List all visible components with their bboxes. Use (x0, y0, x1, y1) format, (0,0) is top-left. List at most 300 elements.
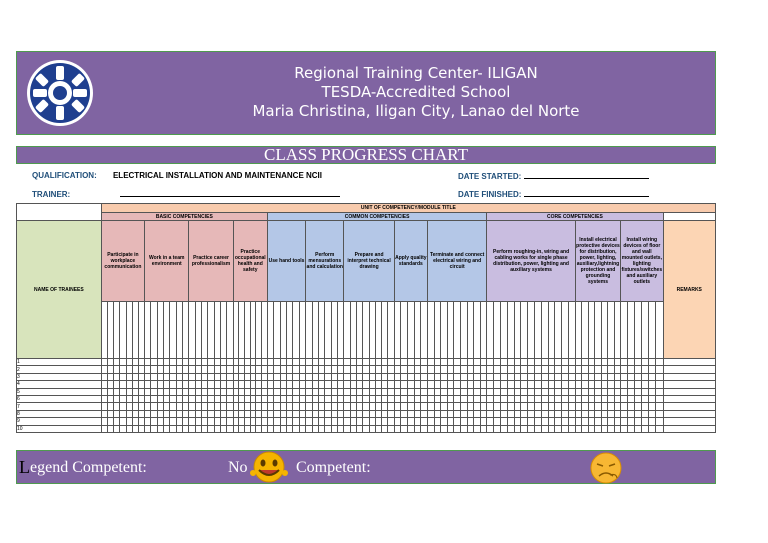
grade-cell[interactable] (414, 425, 421, 432)
grade-cell[interactable] (628, 373, 635, 380)
grade-cell[interactable] (649, 388, 656, 395)
grade-cell[interactable] (454, 410, 461, 417)
grade-cell[interactable] (447, 425, 454, 432)
grade-cell[interactable] (434, 388, 441, 395)
grade-cell[interactable] (480, 373, 487, 380)
grade-cell[interactable] (408, 395, 415, 402)
grade-cell[interactable] (521, 395, 528, 402)
grade-cell[interactable] (621, 359, 628, 366)
grade-cell[interactable] (541, 425, 548, 432)
grade-cell[interactable] (555, 403, 562, 410)
grade-cell[interactable] (394, 388, 401, 395)
grade-cell[interactable] (649, 366, 656, 373)
grade-cell[interactable] (541, 359, 548, 366)
grade-cell[interactable] (507, 381, 514, 388)
grade-cell[interactable] (528, 410, 535, 417)
grade-cell[interactable] (569, 388, 576, 395)
grade-cell[interactable] (414, 366, 421, 373)
grade-cell[interactable] (621, 381, 628, 388)
grade-cell[interactable] (656, 403, 663, 410)
grade-cell[interactable] (642, 403, 649, 410)
grade-cell[interactable] (441, 395, 448, 402)
grade-cell[interactable] (541, 418, 548, 425)
grade-cell[interactable] (487, 366, 494, 373)
grade-cell[interactable] (460, 395, 467, 402)
grade-cell[interactable] (408, 373, 415, 380)
grade-cell[interactable] (569, 359, 576, 366)
grade-cell[interactable] (494, 418, 501, 425)
grade-cell[interactable] (663, 410, 715, 417)
grade-cell[interactable] (534, 418, 541, 425)
grade-cell[interactable] (649, 373, 656, 380)
grade-cell[interactable] (621, 410, 628, 417)
grade-cell[interactable] (474, 388, 481, 395)
grade-cell[interactable] (460, 403, 467, 410)
grade-cell[interactable] (408, 388, 415, 395)
grade-cell[interactable] (514, 359, 521, 366)
grade-cell[interactable] (628, 395, 635, 402)
grade-cell[interactable] (649, 395, 656, 402)
grade-cell[interactable] (441, 403, 448, 410)
grade-cell[interactable] (528, 381, 535, 388)
grade-cell[interactable] (408, 366, 415, 373)
grade-cell[interactable] (562, 425, 569, 432)
grade-cell[interactable] (447, 366, 454, 373)
grade-cell[interactable] (507, 418, 514, 425)
grade-cell[interactable] (500, 388, 507, 395)
grade-cell[interactable] (500, 381, 507, 388)
grade-cell[interactable] (562, 373, 569, 380)
grade-cell[interactable] (656, 359, 663, 366)
grade-cell[interactable] (541, 366, 548, 373)
grade-cell[interactable] (521, 403, 528, 410)
grade-cell[interactable] (447, 359, 454, 366)
grade-cell[interactable] (434, 359, 441, 366)
grade-cell[interactable] (421, 381, 428, 388)
grade-cell[interactable] (514, 425, 521, 432)
grade-cell[interactable] (494, 403, 501, 410)
grade-cell[interactable] (635, 359, 642, 366)
grade-cell[interactable] (447, 373, 454, 380)
grade-cell[interactable] (408, 359, 415, 366)
grade-cell[interactable] (454, 418, 461, 425)
grade-cell[interactable] (635, 418, 642, 425)
grade-cell[interactable] (454, 381, 461, 388)
grade-cell[interactable] (454, 359, 461, 366)
grade-cell[interactable] (500, 418, 507, 425)
grade-cell[interactable] (454, 373, 461, 380)
grade-cell[interactable] (548, 359, 555, 366)
grade-cell[interactable] (534, 359, 541, 366)
grade-cell[interactable] (514, 373, 521, 380)
grade-cell[interactable] (408, 410, 415, 417)
grade-cell[interactable] (401, 418, 408, 425)
grade-cell[interactable] (656, 366, 663, 373)
grade-cell[interactable] (434, 403, 441, 410)
grade-cell[interactable] (569, 395, 576, 402)
grade-cell[interactable] (548, 381, 555, 388)
grade-cell[interactable] (467, 359, 474, 366)
grade-cell[interactable] (414, 381, 421, 388)
grade-cell[interactable] (507, 395, 514, 402)
grade-cell[interactable] (521, 381, 528, 388)
grade-cell[interactable] (427, 395, 434, 402)
grade-cell[interactable] (628, 403, 635, 410)
grade-cell[interactable] (394, 366, 401, 373)
grade-cell[interactable] (569, 373, 576, 380)
grade-cell[interactable] (507, 388, 514, 395)
grade-cell[interactable] (408, 403, 415, 410)
grade-cell[interactable] (500, 403, 507, 410)
grade-cell[interactable] (514, 410, 521, 417)
grade-cell[interactable] (454, 395, 461, 402)
grade-cell[interactable] (663, 403, 715, 410)
grade-cell[interactable] (494, 359, 501, 366)
grade-cell[interactable] (414, 410, 421, 417)
grade-cell[interactable] (621, 395, 628, 402)
grade-cell[interactable] (555, 388, 562, 395)
grade-cell[interactable] (441, 381, 448, 388)
grade-cell[interactable] (447, 381, 454, 388)
grade-cell[interactable] (555, 418, 562, 425)
grade-cell[interactable] (656, 395, 663, 402)
grade-cell[interactable] (514, 395, 521, 402)
grade-cell[interactable] (548, 388, 555, 395)
grade-cell[interactable] (635, 410, 642, 417)
grade-cell[interactable] (500, 395, 507, 402)
grade-cell[interactable] (480, 366, 487, 373)
grade-cell[interactable] (569, 418, 576, 425)
grade-cell[interactable] (663, 373, 715, 380)
grade-cell[interactable] (521, 418, 528, 425)
grade-cell[interactable] (401, 359, 408, 366)
grade-cell[interactable] (454, 366, 461, 373)
grade-cell[interactable] (635, 366, 642, 373)
grade-cell[interactable] (656, 381, 663, 388)
grade-cell[interactable] (555, 373, 562, 380)
grade-cell[interactable] (628, 425, 635, 432)
grade-cell[interactable] (500, 425, 507, 432)
grade-cell[interactable] (642, 359, 649, 366)
grade-cell[interactable] (663, 381, 715, 388)
grade-cell[interactable] (569, 403, 576, 410)
grade-cell[interactable] (467, 418, 474, 425)
grade-cell[interactable] (460, 425, 467, 432)
grade-cell[interactable] (460, 418, 467, 425)
grade-cell[interactable] (628, 366, 635, 373)
grade-cell[interactable] (642, 410, 649, 417)
grade-cell[interactable] (548, 373, 555, 380)
grade-cell[interactable] (454, 425, 461, 432)
grade-cell[interactable] (421, 418, 428, 425)
grade-cell[interactable] (394, 410, 401, 417)
grade-cell[interactable] (467, 366, 474, 373)
grade-cell[interactable] (480, 395, 487, 402)
grade-cell[interactable] (534, 366, 541, 373)
grade-cell[interactable] (534, 403, 541, 410)
grade-cell[interactable] (494, 366, 501, 373)
grade-cell[interactable] (500, 366, 507, 373)
grade-cell[interactable] (401, 373, 408, 380)
grade-cell[interactable] (487, 381, 494, 388)
grade-cell[interactable] (487, 410, 494, 417)
grade-cell[interactable] (642, 388, 649, 395)
grade-cell[interactable] (474, 425, 481, 432)
grade-cell[interactable] (401, 366, 408, 373)
grade-cell[interactable] (401, 395, 408, 402)
grade-cell[interactable] (394, 418, 401, 425)
grade-cell[interactable] (427, 359, 434, 366)
grade-cell[interactable] (474, 359, 481, 366)
grade-cell[interactable] (427, 381, 434, 388)
grade-cell[interactable] (562, 418, 569, 425)
grade-cell[interactable] (480, 410, 487, 417)
grade-cell[interactable] (421, 359, 428, 366)
grade-cell[interactable] (460, 410, 467, 417)
grade-cell[interactable] (663, 366, 715, 373)
grade-cell[interactable] (656, 373, 663, 380)
grade-cell[interactable] (521, 388, 528, 395)
grade-cell[interactable] (649, 418, 656, 425)
grade-cell[interactable] (441, 388, 448, 395)
grade-cell[interactable] (528, 403, 535, 410)
date-started-field[interactable] (524, 171, 649, 179)
grade-cell[interactable] (562, 381, 569, 388)
grade-cell[interactable] (555, 395, 562, 402)
grade-cell[interactable] (401, 410, 408, 417)
grade-cell[interactable] (441, 373, 448, 380)
grade-cell[interactable] (494, 410, 501, 417)
grade-cell[interactable] (656, 418, 663, 425)
grade-cell[interactable] (467, 373, 474, 380)
grade-cell[interactable] (649, 410, 656, 417)
grade-cell[interactable] (514, 381, 521, 388)
grade-cell[interactable] (569, 410, 576, 417)
grade-cell[interactable] (642, 373, 649, 380)
grade-cell[interactable] (635, 381, 642, 388)
grade-cell[interactable] (447, 410, 454, 417)
grade-cell[interactable] (507, 425, 514, 432)
grade-cell[interactable] (421, 373, 428, 380)
grade-cell[interactable] (541, 381, 548, 388)
grade-cell[interactable] (441, 418, 448, 425)
grade-cell[interactable] (441, 425, 448, 432)
grade-cell[interactable] (628, 359, 635, 366)
grade-cell[interactable] (548, 395, 555, 402)
grade-cell[interactable] (467, 403, 474, 410)
grade-cell[interactable] (514, 418, 521, 425)
grade-cell[interactable] (569, 381, 576, 388)
grade-cell[interactable] (427, 425, 434, 432)
grade-cell[interactable] (635, 403, 642, 410)
grade-cell[interactable] (541, 395, 548, 402)
grade-cell[interactable] (642, 395, 649, 402)
grade-cell[interactable] (521, 366, 528, 373)
grade-cell[interactable] (434, 381, 441, 388)
grade-cell[interactable] (434, 366, 441, 373)
grade-cell[interactable] (427, 366, 434, 373)
grade-cell[interactable] (649, 381, 656, 388)
grade-cell[interactable] (447, 418, 454, 425)
grade-cell[interactable] (480, 425, 487, 432)
grade-cell[interactable] (474, 366, 481, 373)
grade-cell[interactable] (460, 381, 467, 388)
grade-cell[interactable] (521, 373, 528, 380)
grade-cell[interactable] (441, 410, 448, 417)
grade-cell[interactable] (562, 403, 569, 410)
grade-cell[interactable] (521, 425, 528, 432)
grade-cell[interactable] (507, 359, 514, 366)
grade-cell[interactable] (534, 410, 541, 417)
grade-cell[interactable] (467, 381, 474, 388)
grade-cell[interactable] (454, 403, 461, 410)
grade-cell[interactable] (635, 373, 642, 380)
grade-cell[interactable] (649, 359, 656, 366)
grade-cell[interactable] (408, 425, 415, 432)
grade-cell[interactable] (528, 425, 535, 432)
grade-cell[interactable] (521, 410, 528, 417)
grade-cell[interactable] (401, 425, 408, 432)
grade-cell[interactable] (408, 381, 415, 388)
grade-cell[interactable] (394, 373, 401, 380)
grade-cell[interactable] (480, 388, 487, 395)
grade-cell[interactable] (494, 388, 501, 395)
grade-cell[interactable] (562, 359, 569, 366)
grade-cell[interactable] (562, 395, 569, 402)
grade-cell[interactable] (562, 388, 569, 395)
grade-cell[interactable] (487, 425, 494, 432)
grade-cell[interactable] (414, 388, 421, 395)
grade-cell[interactable] (434, 395, 441, 402)
date-finished-field[interactable] (524, 189, 649, 197)
grade-cell[interactable] (534, 388, 541, 395)
grade-cell[interactable] (467, 425, 474, 432)
grade-cell[interactable] (642, 366, 649, 373)
grade-cell[interactable] (621, 366, 628, 373)
grade-cell[interactable] (414, 418, 421, 425)
grade-cell[interactable] (460, 359, 467, 366)
grade-cell[interactable] (494, 395, 501, 402)
grade-cell[interactable] (642, 425, 649, 432)
grade-cell[interactable] (474, 395, 481, 402)
grade-cell[interactable] (427, 388, 434, 395)
grade-cell[interactable] (401, 403, 408, 410)
grade-cell[interactable] (500, 410, 507, 417)
grade-cell[interactable] (394, 425, 401, 432)
grade-cell[interactable] (494, 425, 501, 432)
grade-cell[interactable] (460, 366, 467, 373)
grade-cell[interactable] (474, 418, 481, 425)
grade-cell[interactable] (394, 359, 401, 366)
grade-cell[interactable] (467, 388, 474, 395)
grade-cell[interactable] (663, 359, 715, 366)
grade-cell[interactable] (514, 388, 521, 395)
grade-cell[interactable] (569, 366, 576, 373)
grade-cell[interactable] (494, 381, 501, 388)
grade-cell[interactable] (487, 418, 494, 425)
grade-cell[interactable] (635, 388, 642, 395)
grade-cell[interactable] (628, 388, 635, 395)
grade-cell[interactable] (656, 425, 663, 432)
grade-cell[interactable] (494, 373, 501, 380)
grade-cell[interactable] (454, 388, 461, 395)
grade-cell[interactable] (500, 359, 507, 366)
grade-cell[interactable] (421, 395, 428, 402)
grade-cell[interactable] (394, 381, 401, 388)
grade-cell[interactable] (541, 388, 548, 395)
grade-cell[interactable] (548, 403, 555, 410)
grade-cell[interactable] (467, 395, 474, 402)
grade-cell[interactable] (447, 388, 454, 395)
grade-cell[interactable] (514, 366, 521, 373)
grade-cell[interactable] (541, 410, 548, 417)
grade-cell[interactable] (460, 373, 467, 380)
grade-cell[interactable] (555, 359, 562, 366)
grade-cell[interactable] (427, 403, 434, 410)
grade-cell[interactable] (401, 381, 408, 388)
grade-cell[interactable] (635, 395, 642, 402)
grade-cell[interactable] (394, 395, 401, 402)
grade-cell[interactable] (500, 373, 507, 380)
grade-cell[interactable] (421, 410, 428, 417)
grade-cell[interactable] (528, 366, 535, 373)
grade-cell[interactable] (528, 395, 535, 402)
grade-cell[interactable] (628, 410, 635, 417)
grade-cell[interactable] (534, 381, 541, 388)
grade-cell[interactable] (534, 425, 541, 432)
grade-cell[interactable] (507, 366, 514, 373)
grade-cell[interactable] (528, 373, 535, 380)
grade-cell[interactable] (480, 403, 487, 410)
trainer-field[interactable] (120, 189, 340, 197)
grade-cell[interactable] (555, 366, 562, 373)
grade-cell[interactable] (487, 388, 494, 395)
grade-cell[interactable] (528, 359, 535, 366)
grade-cell[interactable] (621, 388, 628, 395)
grade-cell[interactable] (474, 403, 481, 410)
grade-cell[interactable] (467, 410, 474, 417)
grade-cell[interactable] (649, 425, 656, 432)
grade-cell[interactable] (621, 373, 628, 380)
grade-cell[interactable] (548, 418, 555, 425)
grade-cell[interactable] (514, 403, 521, 410)
grade-cell[interactable] (401, 388, 408, 395)
grade-cell[interactable] (663, 395, 715, 402)
grade-cell[interactable] (642, 381, 649, 388)
grade-cell[interactable] (555, 425, 562, 432)
grade-cell[interactable] (528, 388, 535, 395)
grade-cell[interactable] (441, 359, 448, 366)
grade-cell[interactable] (534, 373, 541, 380)
grade-cell[interactable] (555, 410, 562, 417)
grade-cell[interactable] (487, 359, 494, 366)
grade-cell[interactable] (621, 403, 628, 410)
grade-cell[interactable] (555, 381, 562, 388)
grade-cell[interactable] (474, 410, 481, 417)
grade-cell[interactable] (656, 410, 663, 417)
grade-cell[interactable] (434, 373, 441, 380)
grade-cell[interactable] (414, 373, 421, 380)
grade-cell[interactable] (562, 366, 569, 373)
grade-cell[interactable] (394, 403, 401, 410)
grade-cell[interactable] (421, 425, 428, 432)
grade-cell[interactable] (521, 359, 528, 366)
grade-cell[interactable] (480, 359, 487, 366)
grade-cell[interactable] (541, 373, 548, 380)
grade-cell[interactable] (569, 425, 576, 432)
grade-cell[interactable] (507, 403, 514, 410)
grade-cell[interactable] (408, 418, 415, 425)
